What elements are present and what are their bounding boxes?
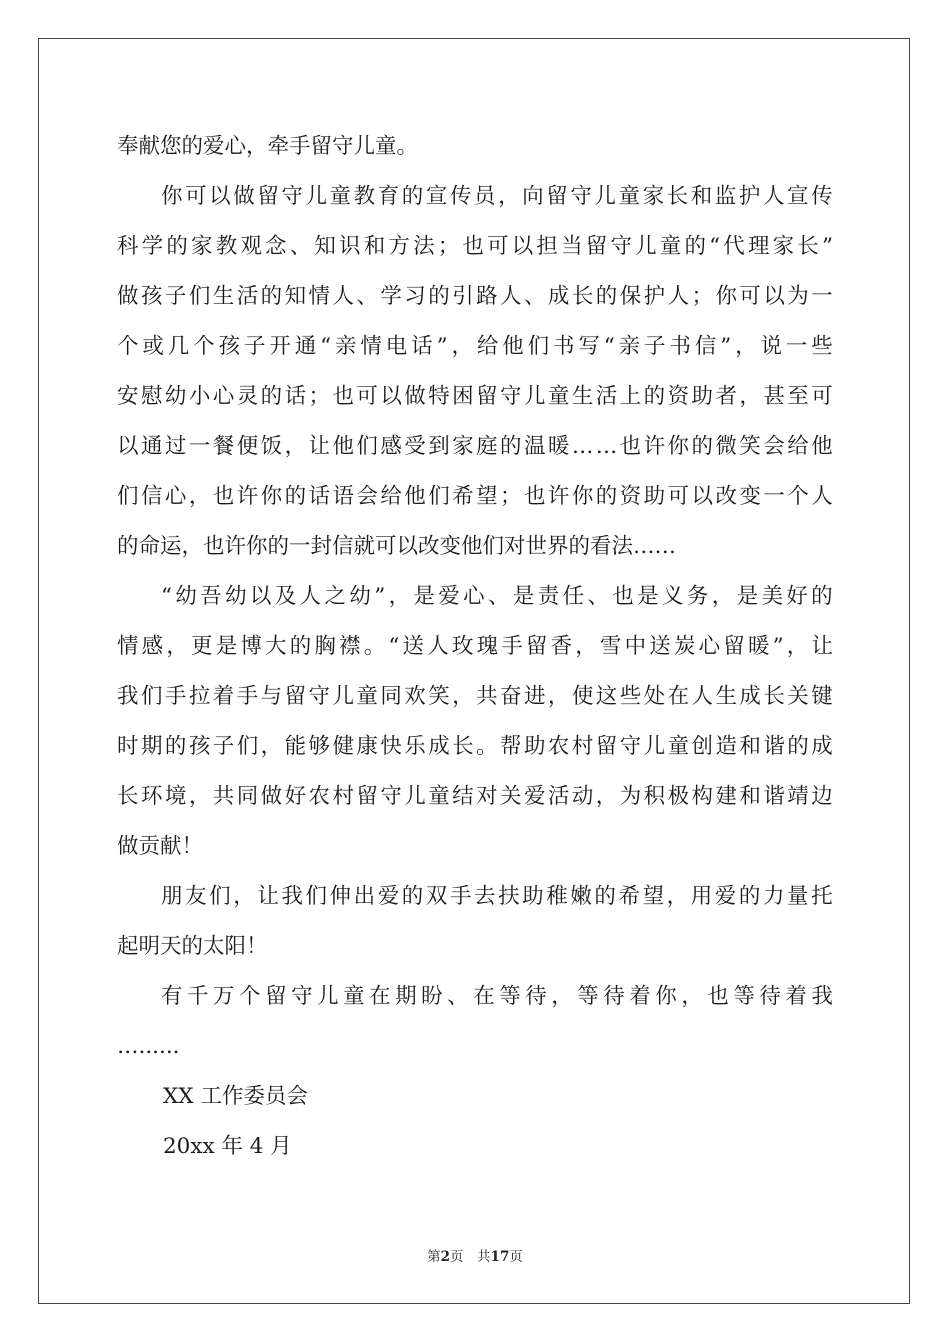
current-page-number: 2 bbox=[440, 1249, 451, 1265]
text-line: 情 感 ， 更 是 博 大 的 胸 襟 。 “ 送 人 玫 瑰 手 留 香 ， 雪 中 送 炭 心 留 暖 ” ， 让 bbox=[117, 634, 833, 659]
text-line: 们 信 心 ， 也 许 你 的 话 语 会 给 他 们 希 望 ； 也 许 你 的 资 助 可 以 改 变 一 个 人 bbox=[117, 484, 833, 509]
footer-prefix: 第 bbox=[427, 1249, 441, 1265]
text-line: 做 孩 子 们 生 活 的 知 情 人 、 学 习 的 引 路 人 、 成 长 的 保 护 人 ； 你 可 以 为 一 bbox=[117, 284, 833, 309]
text-line: 你 可 以 做 留 守 儿 童 教 育 的 宣 传 员 ， 向 留 守 儿 童 家 长 和 监 护 人 宣 传 bbox=[161, 184, 833, 209]
footer-suffix: 页 bbox=[509, 1249, 523, 1265]
total-pages-number: 17 bbox=[490, 1249, 510, 1265]
text-line: 个 或 几 个 孩 子 开 通 “ 亲 情 电 话 ” ， 给 他 们 书 写 “ 亲 子 书 信 ” ， 说 一 些 bbox=[117, 334, 833, 359]
text-line: 的命运，也许你的一封信就可以改变他们对世界的看法…… bbox=[117, 534, 677, 559]
footer-middle: 页 共 bbox=[450, 1249, 491, 1265]
text-line: 安 慰 幼 小 心 灵 的 话 ； 也 可 以 做 特 困 留 守 儿 童 生 活 上 的 资 助 者 ， 甚 至 可 bbox=[117, 384, 833, 409]
text-line: “ 幼 吾 幼 以 及 人 之 幼 ” ， 是 爱 心 、 是 责 任 、 也 是 义 务 ， 是 美 好 的 bbox=[161, 584, 833, 609]
text-line: 长 环 境 ， 共 同 做 好 农 村 留 守 儿 童 结 对 关 爱 活 动 ， 为 积 极 构 建 和 谐 靖 边 bbox=[117, 784, 833, 809]
text-line: 以 通 过 一 餐 便 饭 ， 让 他 们 感 受 到 家 庭 的 温 暖 … … 也 许 你 的 微 笑 会 给 他 bbox=[117, 434, 833, 459]
text-line: 科 学 的 家 教 观 念 、 知 识 和 方 法 ； 也 可 以 担 当 留 守 儿 童 的 “ 代 理 家 长 ” bbox=[117, 234, 833, 259]
text-line: 做贡献！ bbox=[117, 834, 204, 859]
page-footer bbox=[0, 1245, 950, 1265]
text-line: 起明天的太阳！ bbox=[117, 934, 268, 959]
text-line: …...... bbox=[117, 1034, 180, 1059]
text-line: 我 们 手 拉 着 手 与 留 守 儿 童 同 欢 笑 ， 共 奋 进 ， 使 这 些 处 在 人 生 成 长 关 键 bbox=[117, 684, 833, 709]
text-line: 朋 友 们 ， 让 我 们 伸 出 爱 的 双 手 去 扶 助 稚 嫩 的 希 望 ， 用 爱 的 力 量 托 bbox=[161, 884, 833, 909]
signature-org: XX 工作委员会 bbox=[163, 1084, 308, 1109]
signature-date: 20xx 年 4 月 bbox=[163, 1134, 292, 1159]
text-line: 时 期 的 孩 子 们 ， 能 够 健 康 快 乐 成 长 。 帮 助 农 村 留 守 儿 童 创 造 和 谐 的 成 bbox=[117, 734, 833, 759]
text-line: 有 千 万 个 留 守 儿 童 在 期 盼 、 在 等 待 ， 等 待 着 你 ， 也 等 待 着 我 bbox=[161, 984, 833, 1009]
letter-body bbox=[117, 122, 833, 1172]
text-line: 奉献您的爱心，牵手留守儿童。 bbox=[117, 134, 419, 159]
